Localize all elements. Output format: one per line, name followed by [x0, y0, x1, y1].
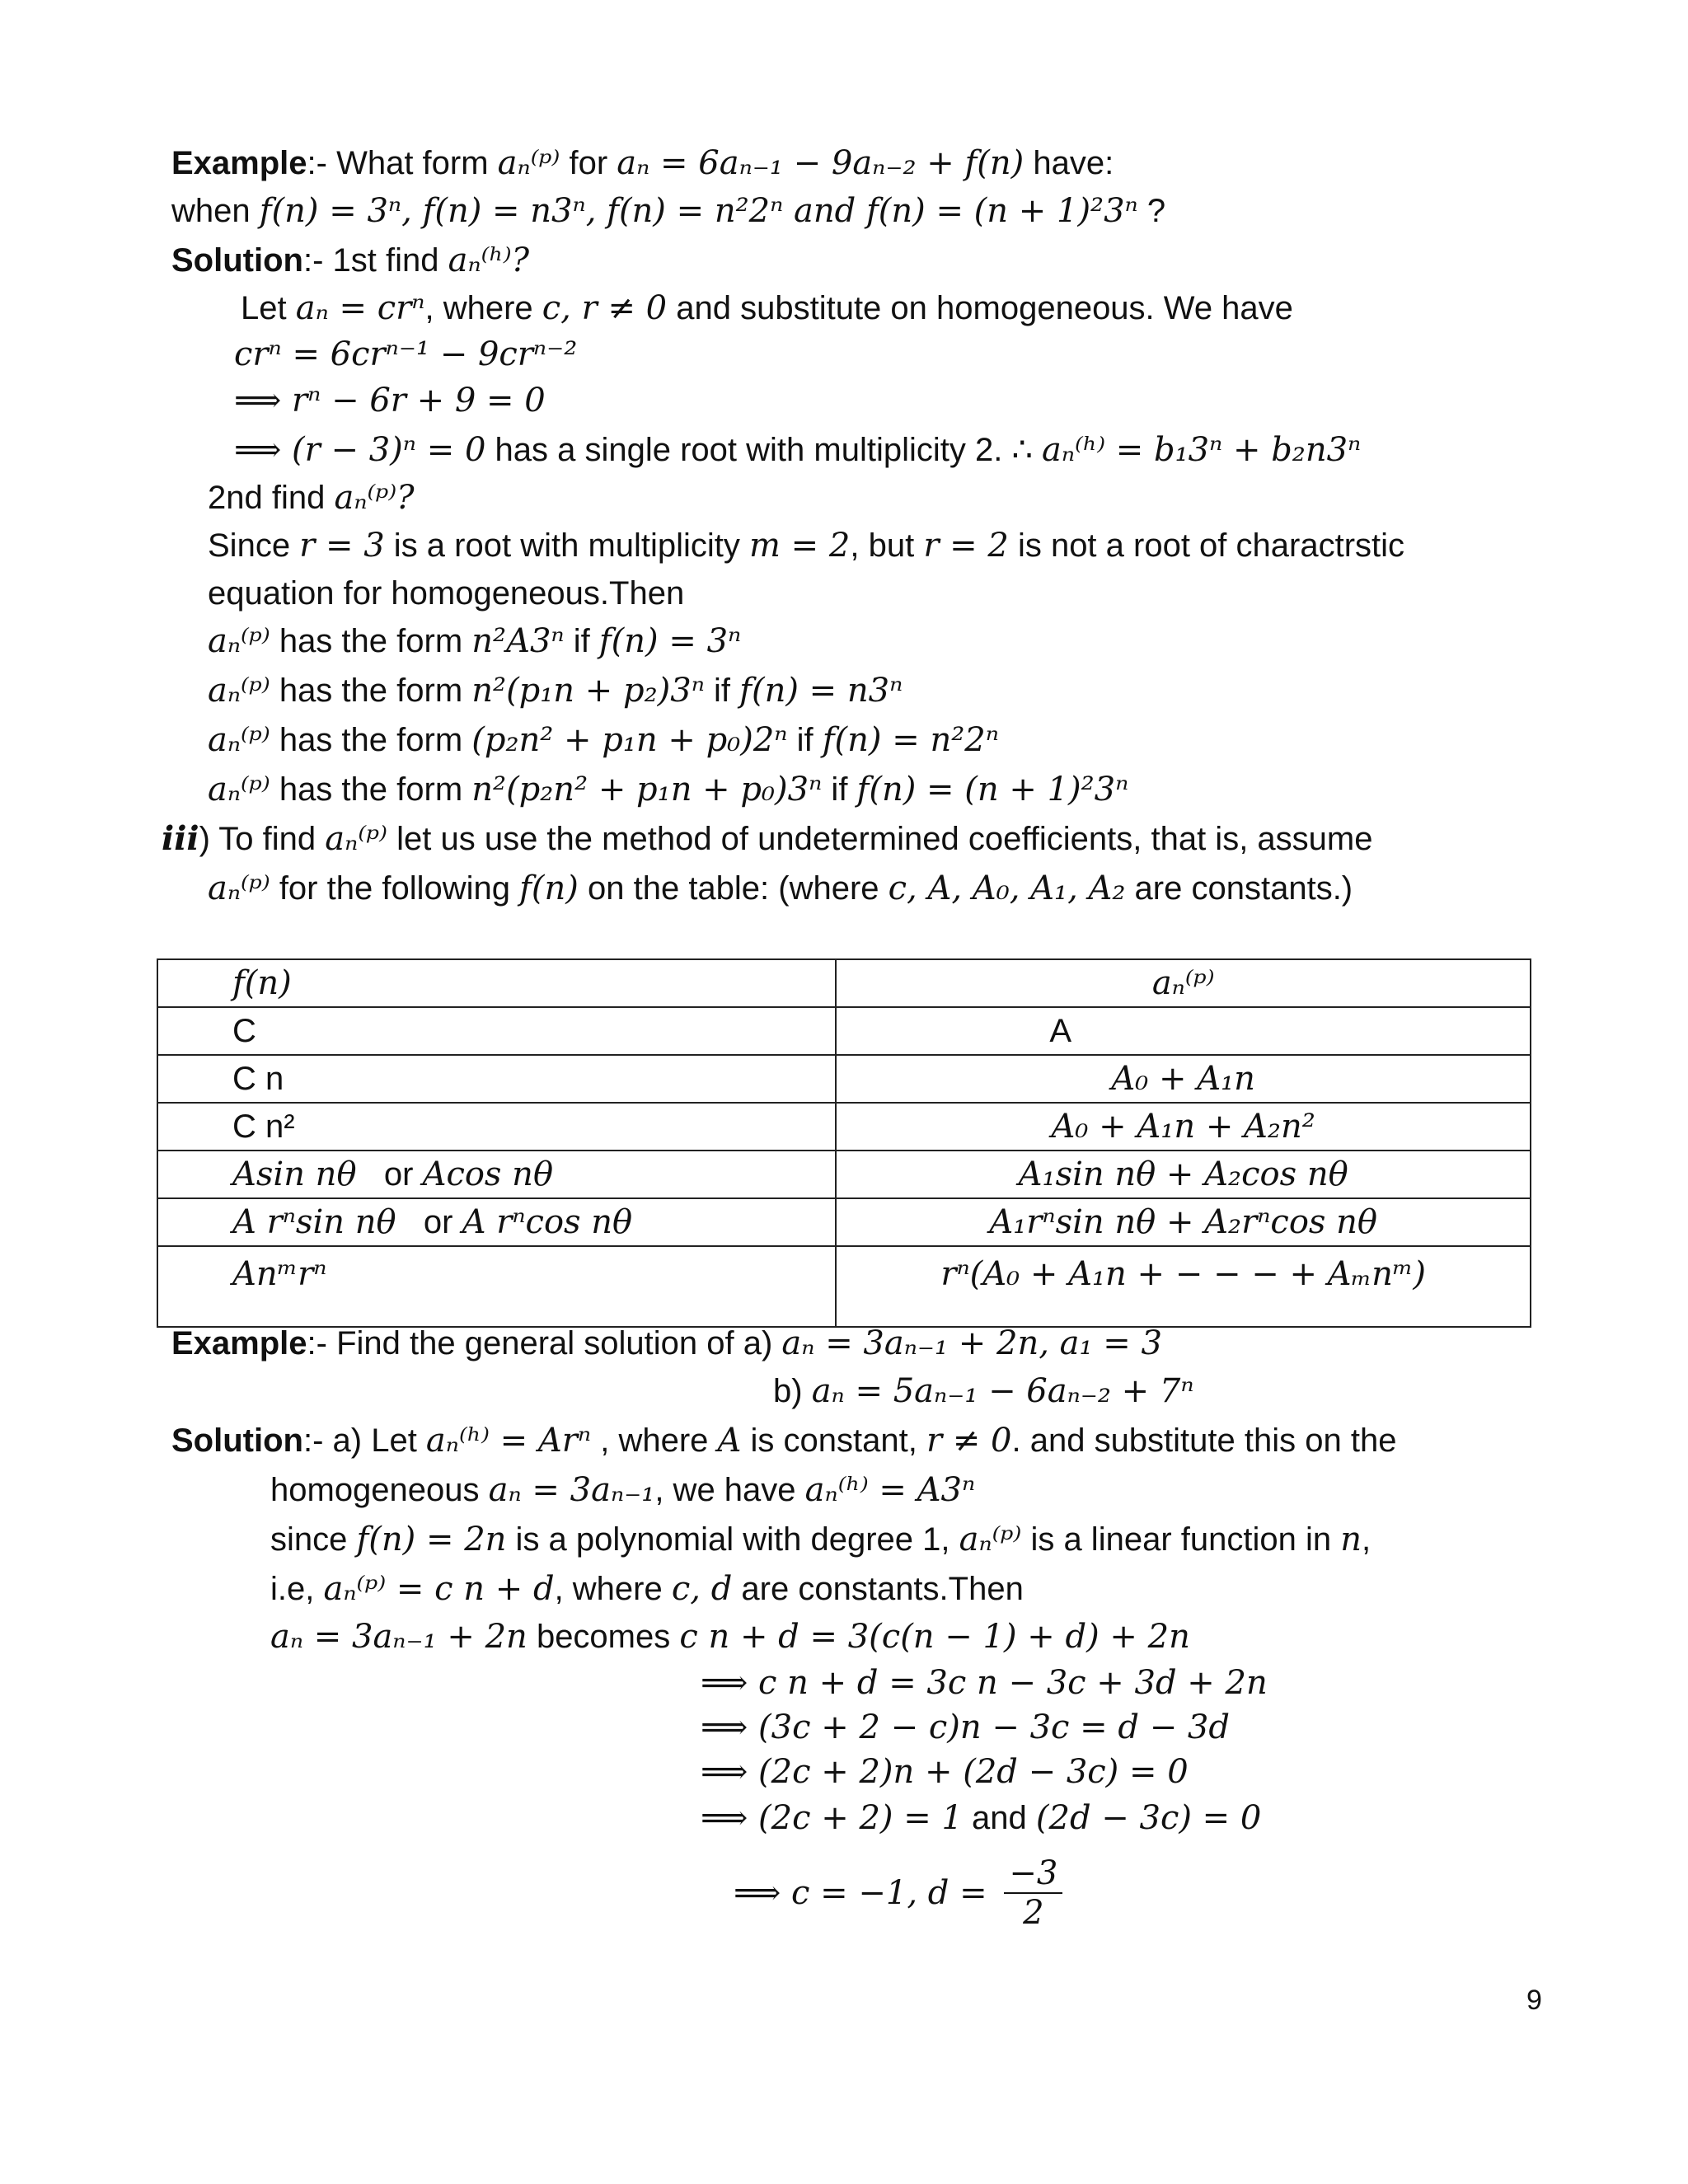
- since-line-2: equation for homogeneous.Then: [208, 575, 685, 612]
- table-row: Asin nθ or Acos nθ A₁sin nθ + A₂cos nθ: [157, 1151, 1531, 1198]
- table-row: C A: [157, 1007, 1531, 1055]
- particular-form-3: aₙ⁽ᵖ⁾ has the form (p₂n² + p₁n + p₀)2ⁿ if f(n) = n²2ⁿ: [208, 721, 999, 759]
- table-row: C n A₀ + A₁n: [157, 1055, 1531, 1103]
- table-header-ap: aₙ⁽ᵖ⁾: [836, 959, 1531, 1007]
- derivation-step-4: ⟹ (2c + 2) = 1 and (2d − 3c) = 0: [701, 1799, 1262, 1837]
- example1-question-line2: when f(n) = 3ⁿ, f(n) = n3ⁿ, f(n) = n²2ⁿ and f(n) = (n + 1)²3ⁿ ?: [171, 192, 1166, 230]
- method-line-1: iii) To find aₙ⁽ᵖ⁾ let us use the method of undetermined coefficients, that is, assume: [162, 819, 1373, 858]
- example-label: Example: [171, 1325, 307, 1361]
- derivation-step-1: ⟹ c n + d = 3c n − 3c + 3d + 2n: [701, 1664, 1268, 1702]
- page-number: 9: [1526, 1985, 1542, 2016]
- let-substitution-line: Let aₙ = crⁿ, where c, r ≠ 0 and substitute on homogeneous. We have: [241, 289, 1293, 327]
- solution2-heading: Solution:- a) Let aₙ⁽ʰ⁾ = Arⁿ , where A is constant, r ≠ 0. and substitute this on the: [171, 1422, 1397, 1460]
- derivation-step-3: ⟹ (2c + 2)n + (2d − 3c) = 0: [701, 1753, 1189, 1791]
- particular-form-4: aₙ⁽ᵖ⁾ has the form n²(p₂n² + p₁n + p₀)3ⁿ if f(n) = (n + 1)²3ⁿ: [208, 771, 1129, 808]
- since-line: Since r = 3 is a root with multiplicity m = 2, but r = 2 is not a root of charactrstic: [208, 527, 1405, 565]
- example2-question: Example:- Find the general solution of a) aₙ = 3aₙ₋₁ + 2n, a₁ = 3: [171, 1324, 1162, 1362]
- example-label: Example: [171, 145, 307, 181]
- particular-form-1: aₙ⁽ᵖ⁾ has the form n²A3ⁿ if f(n) = 3ⁿ: [208, 622, 742, 660]
- table-row: A rⁿsin nθ or A rⁿcos nθ A₁rⁿsin nθ + A₂rⁿcos nθ: [157, 1198, 1531, 1246]
- second-step-heading: 2nd find aₙ⁽ᵖ⁾?: [208, 479, 415, 517]
- characteristic-root-line: ⟹ (r − 3)ⁿ = 0 has a single root with multiplicity 2. ∴ aₙ⁽ʰ⁾ = b₁3ⁿ + b₂n3ⁿ: [234, 431, 1362, 469]
- characteristic-equation-1: crⁿ = 6crⁿ⁻¹ − 9crⁿ⁻²: [234, 335, 578, 373]
- table-header-row: [157, 959, 1531, 1007]
- example1-question-line1: Example:- What form aₙ⁽ᵖ⁾ for aₙ = 6aₙ₋₁ − 9aₙ₋₂ + f(n) have:: [171, 144, 1114, 182]
- table-row: Anᵐrⁿ rⁿ(A₀ + A₁n + − − − + Aₘnᵐ): [157, 1246, 1531, 1327]
- characteristic-equation-2: ⟹ rⁿ − 6r + 9 = 0: [234, 382, 546, 419]
- homogeneous-line: homogeneous aₙ = 3aₙ₋₁, we have aₙ⁽ʰ⁾ = A3ⁿ: [270, 1471, 976, 1509]
- method-line-2: aₙ⁽ᵖ⁾ for the following f(n) on the table: (where c, A, A₀, A₁, A₂ are constants.): [208, 869, 1353, 907]
- becomes-line: aₙ = 3aₙ₋₁ + 2n becomes c n + d = 3(c(n − 1) + d) + 2n: [270, 1618, 1190, 1656]
- fraction: $\frac{-3}{2}$: [1004, 1854, 1062, 1932]
- derivation-step-2: ⟹ (3c + 2 − c)n − 3c = d − 3d: [701, 1708, 1230, 1746]
- solution-label: Solution: [171, 242, 303, 279]
- table-header-fn: f(n): [157, 959, 836, 1007]
- polynomial-line: since f(n) = 2n is a polynomial with degree 1, aₙ⁽ᵖ⁾ is a linear function in n,: [270, 1521, 1372, 1558]
- particular-form-2: aₙ⁽ᵖ⁾ has the form n²(p₁n + p₂)3ⁿ if f(n) = n3ⁿ: [208, 672, 903, 710]
- derivation-step-5: ⟹ c = −1, d = $\frac{-3}{2}$: [734, 1854, 1062, 1932]
- undetermined-coefficients-table: [157, 958, 1531, 1328]
- example2-part-b: b) aₙ = 5aₙ₋₁ − 6aₙ₋₂ + 7ⁿ: [773, 1372, 1194, 1410]
- ie-line: i.e, aₙ⁽ᵖ⁾ = c n + d, where c, d are constants.Then: [270, 1570, 1024, 1608]
- solution-label: Solution: [171, 1422, 303, 1459]
- table-row: C n² A₀ + A₁n + A₂n²: [157, 1103, 1531, 1151]
- solution1-heading: Solution:- 1st find aₙ⁽ʰ⁾?: [171, 241, 530, 279]
